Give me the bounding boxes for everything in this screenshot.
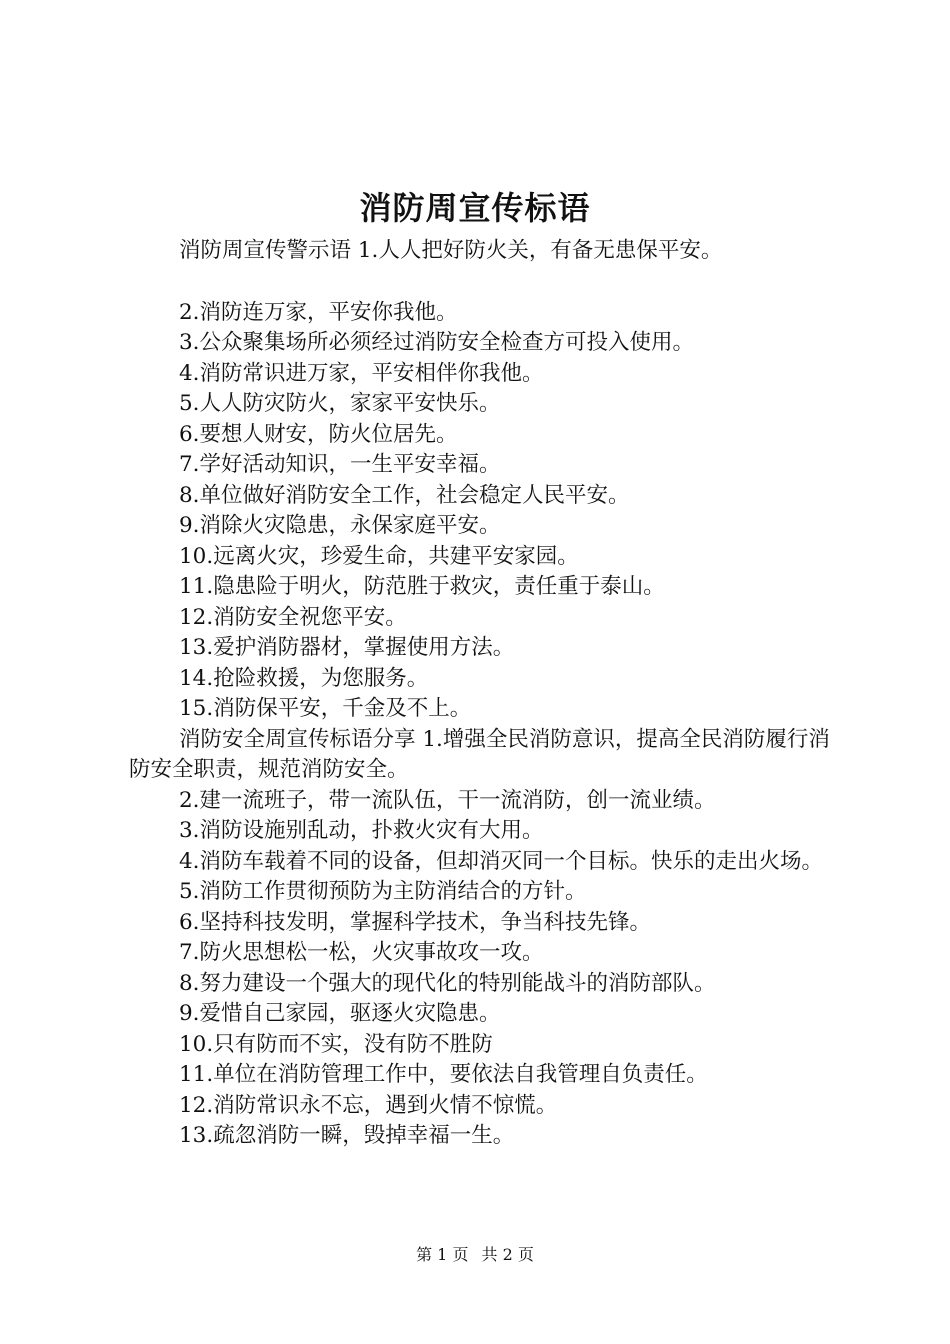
paragraph: 7.防火思想松一松，火灾事故攻一攻。	[179, 940, 544, 965]
paragraph: 12.消防安全祝您平安。	[179, 604, 407, 630]
paragraph: 7.学好活动知识，一生平安幸福。	[179, 452, 501, 477]
page-footer	[0, 1243, 950, 1267]
paragraph: 8.单位做好消防安全工作，社会稳定人民平安。	[179, 482, 630, 508]
paragraph: 13.爱护消防器材，掌握使用方法。	[179, 635, 515, 660]
paragraph: 3.公众聚集场所必须经过消防安全检查方可投入使用。	[179, 330, 695, 355]
paragraph: 14.抢险救援，为您服务。	[179, 665, 429, 691]
paragraph: 4.消防常识进万家，平安相伴你我他。	[179, 360, 544, 386]
paragraph: 11.单位在消防管理工作中，要依法自我管理自负责任。	[179, 1062, 708, 1087]
paragraph: 8.努力建设一个强大的现代化的特别能战斗的消防部队。	[179, 970, 716, 996]
paragraph: 2.建一流班子，带一流队伍，干一流消防，创一流业绩。	[179, 787, 716, 813]
paragraph: 15.消防保平安，千金及不上。	[179, 696, 472, 721]
paragraph: 消防周宣传警示语 1.人人把好防火关，有备无患保平安。	[179, 238, 723, 263]
paragraph: 13.疏忽消防一瞬，毁掉幸福一生。	[179, 1123, 515, 1148]
paragraph: 消防安全周宣传标语分享 1.增强全民消防意识，提高全民消防履行消防安全职责，规范消防安全。	[129, 726, 830, 782]
paragraph: 10.只有防而不实，没有防不胜防	[179, 1031, 493, 1057]
paragraph: 11.隐患险于明火，防范胜于救灾，责任重于泰山。	[179, 574, 665, 599]
paragraph: 9.爱惜自己家园，驱逐火灾隐患。	[179, 1001, 501, 1026]
paragraph: 5.消防工作贯彻预防为主防消结合的方针。	[179, 879, 587, 904]
paragraph: 5.人人防灾防火，家家平安快乐。	[179, 391, 501, 416]
page-total: 共 2 页	[481, 1245, 534, 1264]
paragraph: 3.消防设施别乱动，扑救火灾有大用。	[179, 818, 544, 843]
document-body	[129, 236, 841, 1152]
paragraph: 2.消防连万家，平安你我他。	[179, 299, 458, 325]
paragraph: 6.要想人财安，防火位居先。	[179, 421, 458, 447]
paragraph: 10.远离火灾，珍爱生命，共建平安家园。	[179, 543, 579, 569]
paragraph: 4.消防车载着不同的设备，但却消灭同一个目标。快乐的走出火场。	[179, 848, 824, 874]
paragraph: 12.消防常识永不忘，遇到火情不惊慌。	[179, 1092, 558, 1118]
page-number: 第 1 页	[416, 1245, 469, 1264]
paragraph: 9.消除火灾隐患，永保家庭平安。	[179, 513, 501, 538]
document-title: 消防周宣传标语	[359, 189, 591, 227]
paragraph: 6.坚持科技发明，掌握科学技术，争当科技先锋。	[179, 909, 652, 935]
